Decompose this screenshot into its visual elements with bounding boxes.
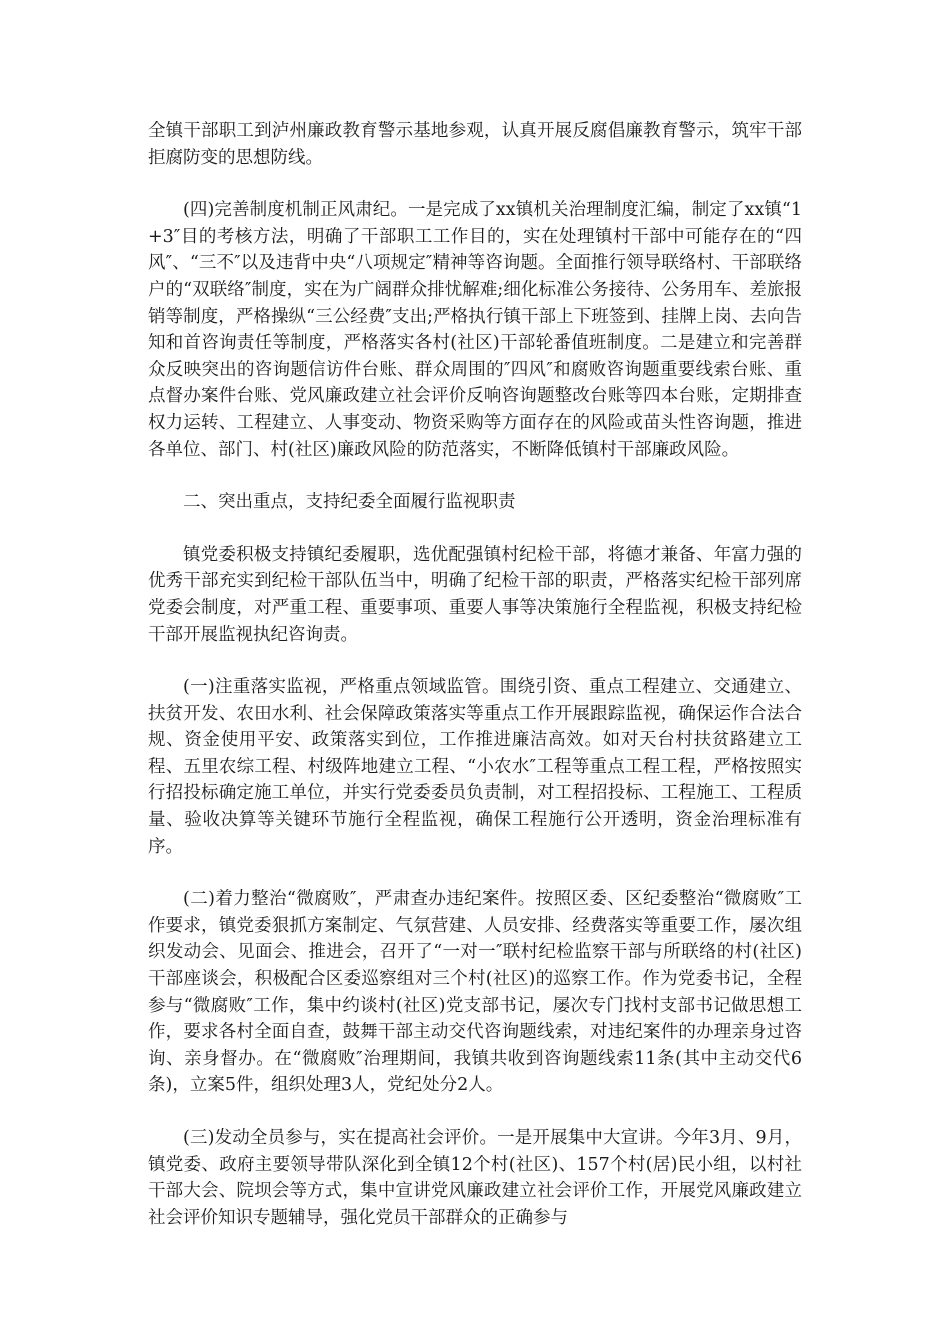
paragraph-party-support: 镇党委积极支持镇纪委履职，选优配强镇村纪检干部，将德才兼备、年富力强的优秀干部充实到纪检干部队伍当中，明确了纪检干部的职责，严格落实纪检干部列席党委会制度，对严重工程、重要事项、重要人事等决策施行全程监视，积极支持纪检干部开展监视执纪咨询责。 [148,544,802,645]
section-heading-two: 二、突出重点，支持纪委全面履行监视职责 [183,492,516,513]
paragraph-intro-continuation: 全镇干部职工到泸州廉政教育警示基地参观，认真开展反腐倡廉教育警示，筑牢干部拒腐防变的思想防线。 [148,121,802,168]
paragraph-subsection-one: (一)注重落实监视，严格重点领域监管。围绕引资、重点工程建立、交通建立、扶贫开发、农田水利、社会保障政策落实等重点工作开展跟踪监视，确保运作合法合规、资金使用平安、政策落实到位，工作推进廉洁高效。如对天台村扶贫路建立工程、五里农综工程、村级阵地建立工程、“小农水″工程等重点工程工程，严格按照实行招投标确定施工单位，并实行党委委员负责制，对工程招投标、工程施工、工程质量、验收决算等关键环节施行全程监视，确保工程施行公开透明，资金治理标准有序。 [148,677,802,857]
paragraph-subsection-three: (三)发动全员参与，实在提高社会评价。一是开展集中大宣讲。今年3月、9月，镇党委、政府主要领导带队深化到全镇12个村(社区)、157个村(居)民小组，以村社干部大会、院坝会等方式，集中宣讲党风廉政建立社会评价工作，开展党风廉政建立社会评价知识专题辅导，强化党员干部群众的正确参与 [148,1128,802,1228]
paragraph-section-four: (四)完善制度机制正风肃纪。一是完成了xx镇机关治理制度汇编，制定了xx镇“1+3″目的考核方法，明确了干部职工工作目的，实在处理镇村干部中可能存在的“四风″、“三不″以及违背中央“八项规定″精神等咨询题。全面推行领导联络村、干部联络户的“双联络″制度，实在为广阔群众排忧解难;细化标准公务接待、公务用车、差旅报销等制度，严格操纵“三公经费″支出;严格执行镇干部上下班签到、挂牌上岗、去向告知和首咨询责任等制度，严格落实各村(社区)干部轮番值班制度。二是建立和完善群众反映突出的咨询题信访件台账、群众周围的″四风″和腐败咨询题重要线索台账、重点督办案件台账、党风廉政建立社会评价反响咨询题整改台账等四本台账，定期排查权力运转、工程建立、人事变动、物资采购等方面存在的风险或苗头性咨询题，推进各单位、部门、村(社区)廉政风险的防范落实，不断降低镇村干部廉政风险。 [148,200,802,460]
paragraph-subsection-two: (二)着力整治“微腐败″，严肃查办违纪案件。按照区委、区纪委整治“微腐败″工作要求，镇党委狠抓方案制定、气氛营建、人员安排、经费落实等重要工作，屡次组织发动会、见面会、推进会，召开了“一对一″联村纪检监察干部与所联络的村(社区)干部座谈会，积极配合区委巡察组对三个村(社区)的巡察工作。作为党委书记，全程参与“微腐败″工作，集中约谈村(社区)党支部书记，屡次专门找村支部书记做思想工作，要求各村全面自查，鼓舞干部主动交代咨询题线索，对违纪案件的办理亲身过咨询、亲身督办。在“微腐败″治理期间，我镇共收到咨询题线索11条(其中主动交代6条)，立案5件，组织处理3人，党纪处分2人。 [148,889,802,1096]
document-body [148,118,802,1257]
